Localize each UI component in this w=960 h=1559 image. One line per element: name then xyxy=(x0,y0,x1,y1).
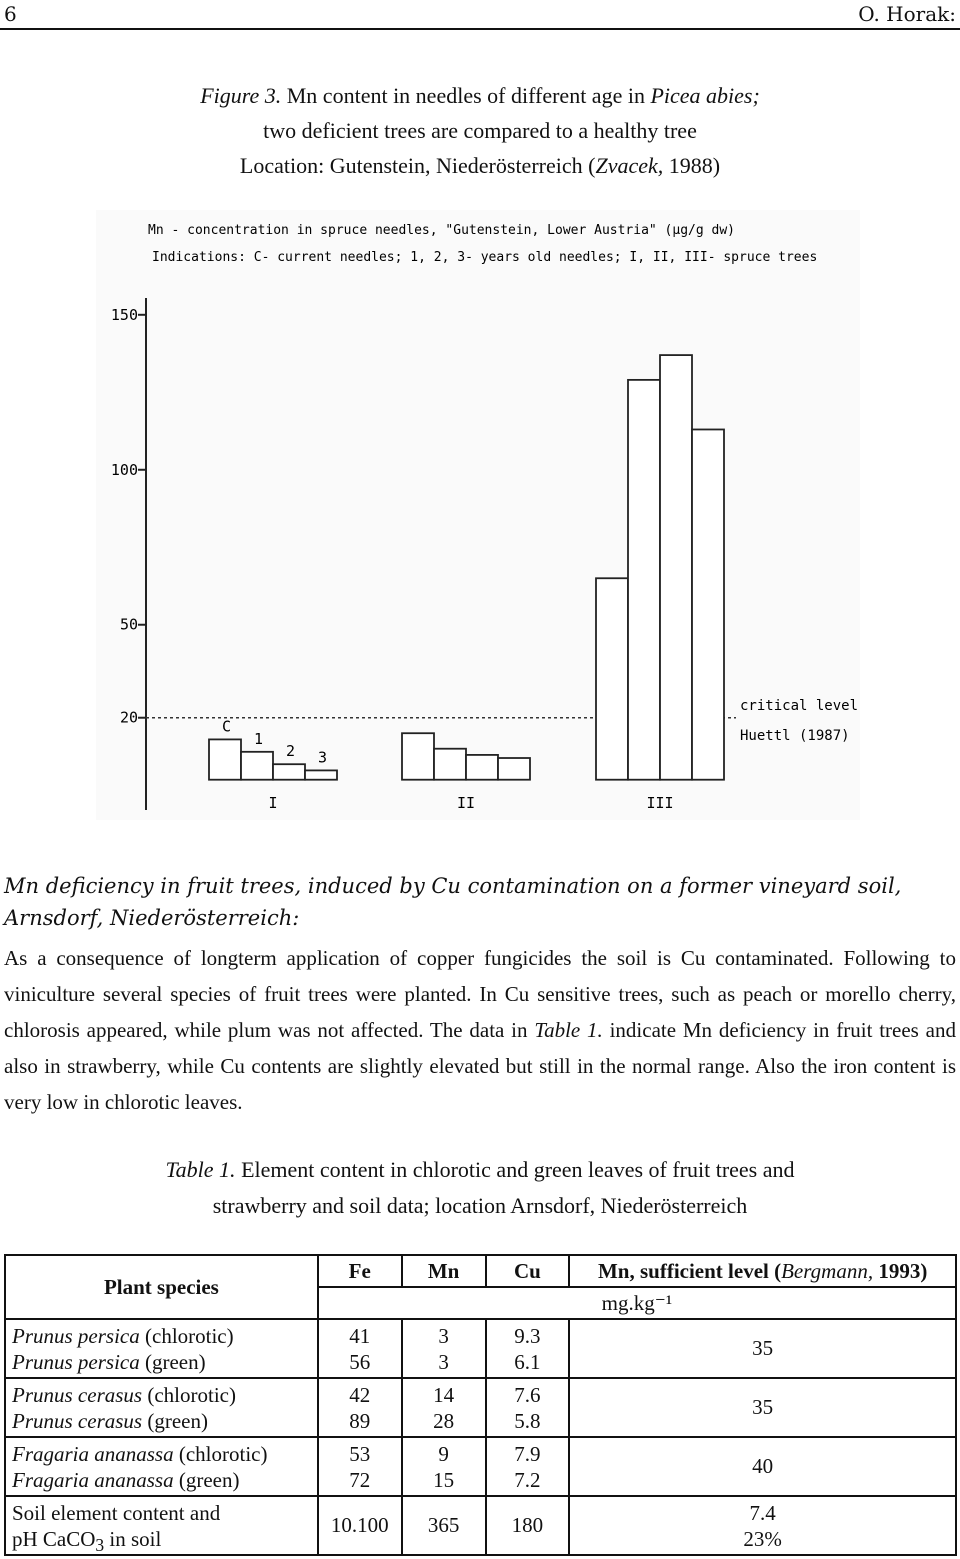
group-label: I xyxy=(268,794,278,812)
cu-value: 9.3 xyxy=(514,1323,541,1348)
species-state: (green) xyxy=(145,1349,206,1374)
bar xyxy=(434,749,466,780)
header-plant-species: Plant species xyxy=(5,1255,318,1319)
species-state: (green) xyxy=(178,1467,240,1492)
running-head-author: O. Horak: xyxy=(858,2,956,26)
figure-year: 1988) xyxy=(668,153,721,178)
species-name: Prunus cerasus xyxy=(12,1408,143,1433)
soil-ph-label-end: in soil xyxy=(109,1526,162,1551)
mn-value: 9 xyxy=(438,1441,449,1466)
header-sufficient-text: Mn, sufficient level ( xyxy=(597,1258,782,1283)
soil-mn: 365 xyxy=(402,1496,486,1555)
bar-label: 2 xyxy=(286,742,296,761)
header-sufficient-year: 1993) xyxy=(878,1258,928,1283)
y-tick-label: 150 xyxy=(110,305,138,324)
species-state: (chlorotic) xyxy=(147,1382,236,1407)
mn-cell xyxy=(402,1319,486,1378)
fe-cell xyxy=(318,1378,402,1437)
cu-value: 7.9 xyxy=(514,1441,541,1466)
fe-value: 56 xyxy=(349,1349,371,1374)
soil-caco3-value: 23% xyxy=(743,1526,782,1551)
figure-location: Location: Gutenstein, Niederösterreich ( xyxy=(239,153,596,178)
soil-ph-value: 7.4 xyxy=(749,1500,776,1525)
soil-label-cell xyxy=(5,1496,318,1555)
figure-label: Figure 3. xyxy=(200,83,282,108)
cu-value: 5.8 xyxy=(514,1408,541,1433)
header-unit: mg.kg⁻¹ xyxy=(318,1287,956,1319)
header-sufficient-level xyxy=(569,1255,956,1287)
fe-cell xyxy=(318,1437,402,1496)
mn-value: 15 xyxy=(433,1467,455,1492)
table-row xyxy=(5,1319,956,1378)
cu-value: 6.1 xyxy=(514,1349,541,1374)
header-mn: Mn xyxy=(402,1255,486,1287)
chart-subtitle: Indications: C- current needles; 1, 2, 3- years old needles; I, II, III- spruce trees xyxy=(152,250,818,265)
bar xyxy=(498,758,530,780)
species-name: Prunus persica xyxy=(12,1349,140,1374)
species-state: (chlorotic) xyxy=(145,1323,234,1348)
cu-cell xyxy=(486,1378,570,1437)
species-cell xyxy=(5,1319,318,1378)
element-content-table xyxy=(4,1254,957,1556)
sufficient-cell: 40 xyxy=(569,1437,956,1496)
mn-value: 3 xyxy=(438,1349,449,1374)
cu-value: 7.2 xyxy=(514,1467,541,1492)
section-heading: Mn deficiency in fruit trees, induced by Cu contamination on a former vineyard soil, Arnsdorf, Niederösterreich: xyxy=(4,874,902,930)
bar-label: 3 xyxy=(318,748,328,767)
fe-cell xyxy=(318,1319,402,1378)
soil-ph-cell xyxy=(569,1496,956,1555)
table-caption xyxy=(0,1152,960,1224)
fe-value: 42 xyxy=(349,1382,371,1407)
bar xyxy=(402,733,434,779)
figure-author: Zvacek, xyxy=(595,153,664,178)
table-row xyxy=(5,1437,956,1496)
chart-title: Mn - concentration in spruce needles, "Gutenstein, Lower Austria" (µg/g dw) xyxy=(148,223,735,238)
y-tick-label: 20 xyxy=(119,708,138,727)
mn-value: 28 xyxy=(433,1408,455,1433)
sufficient-cell: 35 xyxy=(569,1378,956,1437)
table-caption-line2: strawberry and soil data; location Arnsdorf, Niederösterreich xyxy=(212,1193,748,1218)
bar-chart-svg xyxy=(96,210,860,820)
table-row xyxy=(5,1378,956,1437)
table-label: Table 1. xyxy=(165,1157,236,1182)
mn-cell xyxy=(402,1437,486,1496)
table-row-soil xyxy=(5,1496,956,1555)
fe-value: 72 xyxy=(349,1467,371,1492)
y-tick-label: 50 xyxy=(119,615,138,634)
table-caption-line1: Element content in chlorotic and green leaves of fruit trees and xyxy=(241,1157,795,1182)
paragraph-text-a: As a consequence of longterm application of copper fungicides the soil is Cu contaminated. Following to viniculture several species of fruit trees were planted. In Cu sensitive trees, such as peach or morello cherry, chlorosis appeared, while plum was not affected. The data in xyxy=(4,946,956,1042)
cu-cell xyxy=(486,1319,570,1378)
critical-level-source: Huettl (1987) xyxy=(740,728,850,744)
soil-cu: 180 xyxy=(486,1496,570,1555)
species-name: Prunus persica xyxy=(12,1323,140,1348)
paragraph-text-b: indicate Mn deficiency in fruit trees and also in strawberry, while Cu contents are slightly elevated but still in the normal range. Also the iron content is very low in chlorotic leaves. xyxy=(4,1018,956,1114)
header-sufficient-author: Bergmann, xyxy=(781,1258,874,1283)
paragraph-table-ref: Table 1. xyxy=(534,1018,603,1042)
bar xyxy=(305,770,337,779)
page-header xyxy=(0,0,960,30)
fe-value: 53 xyxy=(349,1441,371,1466)
species-cell xyxy=(5,1437,318,1496)
header-cu: Cu xyxy=(486,1255,570,1287)
bar xyxy=(628,380,660,780)
soil-label: Soil element content and xyxy=(12,1500,221,1525)
bar xyxy=(660,355,692,780)
figure-species: Picea abies; xyxy=(650,83,760,108)
figure-caption-text: Mn content in needles of different age in xyxy=(286,83,645,108)
cu-cell xyxy=(486,1437,570,1496)
species-state: (chlorotic) xyxy=(178,1441,268,1466)
bar xyxy=(209,739,241,779)
group-label: III xyxy=(646,794,674,812)
species-cell xyxy=(5,1378,318,1437)
bar xyxy=(692,429,724,779)
figure-caption xyxy=(0,78,960,183)
soil-ph-label: pH CaCO xyxy=(12,1526,96,1551)
species-name: Fragaria ananassa xyxy=(12,1441,174,1466)
bar-label: 1 xyxy=(254,729,264,748)
bar xyxy=(241,752,273,780)
header-fe: Fe xyxy=(318,1255,402,1287)
fe-value: 41 xyxy=(349,1323,371,1348)
body-paragraph xyxy=(4,940,956,1120)
y-tick-label: 100 xyxy=(110,460,138,479)
figure-caption-line2: two deficient trees are compared to a healthy tree xyxy=(263,118,697,143)
species-name: Prunus cerasus xyxy=(12,1382,143,1407)
soil-fe: 10.100 xyxy=(318,1496,402,1555)
mn-value: 3 xyxy=(438,1323,449,1348)
scanned-bar-chart xyxy=(96,210,860,820)
critical-level-label: critical level xyxy=(740,698,859,714)
fe-value: 89 xyxy=(349,1408,371,1433)
bar xyxy=(466,755,498,780)
species-state: (green) xyxy=(147,1408,208,1433)
group-label: II xyxy=(456,794,476,812)
soil-ph-subscript: 3 xyxy=(95,1534,105,1555)
mn-cell xyxy=(402,1378,486,1437)
page-number: 6 xyxy=(4,2,17,26)
mn-value: 14 xyxy=(433,1382,455,1407)
cu-value: 7.6 xyxy=(514,1382,541,1407)
figure-caption-line3 xyxy=(0,148,960,183)
sufficient-cell: 35 xyxy=(569,1319,956,1378)
bar xyxy=(273,764,305,779)
bar xyxy=(596,578,628,779)
species-name: Fragaria ananassa xyxy=(12,1467,174,1492)
bar-label: C xyxy=(222,717,232,736)
